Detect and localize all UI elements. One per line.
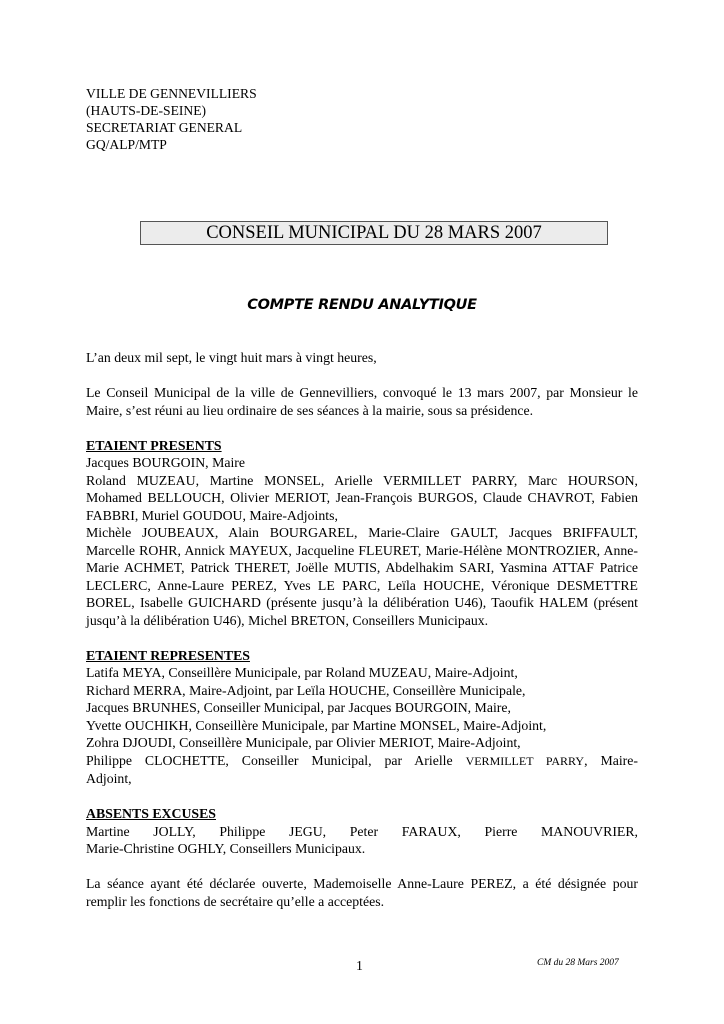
ouverture-paragraph: La séance ayant été déclarée ouverte, Mademoiselle Anne-Laure PEREZ, a été désignée pour remplir les fonctions de secrétaire qu’elle a acceptées. [86, 876, 638, 909]
convocation-paragraph: Le Conseil Municipal de la ville de Gennevilliers, convoqué le 13 mars 2007, par Monsieur le Maire, s’est réuni au lieu ordinaire de ses séances à la mairie, sous sa présidence. [86, 385, 638, 418]
presents-adjoints: Roland MUZEAU, Martine MONSEL, Arielle VERMILLET PARRY, Marc HOURSON, Mohamed BELLOUCH, Olivier MERIOT, Jean-François BURGOS, Claude CHAVROT, Fabien FABBRI, Muriel GOUDOU, Maire-Adjoints, [86, 472, 638, 523]
page-number: 1 [356, 958, 363, 973]
representes-entry: Richard MERRA, Maire-Adjoint, par Leïla HOUCHE, Conseillère Municipale, [86, 682, 526, 698]
document-subtitle: COMPTE RENDU ANALYTIQUE [247, 297, 477, 313]
letterhead [86, 85, 257, 153]
representes-last-suffix: , Maire- [584, 752, 638, 768]
representes-last-name: VERMILLET PARRY [465, 753, 585, 768]
representes-entry [86, 752, 638, 771]
representes-label: ETAIENT REPRESENTES [86, 647, 250, 663]
document-title: CONSEIL MUNICIPAL DU 28 MARS 2007 [140, 221, 608, 245]
absents-line: Martine JOLLY, Philippe JEGU, Peter FARAUX, Pierre MANOUVRIER, [86, 823, 638, 839]
letterhead-service: SECRETARIAT GENERAL [86, 120, 243, 135]
absents-line: Marie-Christine OGHLY, Conseillers Municipaux. [86, 841, 366, 856]
intro-paragraph: L’an deux mil sept, le vingt huit mars à vingt heures, [86, 350, 377, 365]
representes-entry-continued: Adjoint, [86, 771, 132, 786]
absents-label: ABSENTS EXCUSES [86, 806, 216, 821]
representes-entry: Latifa MEYA, Conseillère Municipale, par Roland MUZEAU, Maire-Adjoint, [86, 665, 518, 680]
representes-entry: Jacques BRUNHES, Conseiller Municipal, par Jacques BOURGOIN, Maire, [86, 700, 511, 715]
document-body [86, 349, 638, 928]
presents-conseillers: Michèle JOUBEAUX, Alain BOURGAREL, Marie-Claire GAULT, Jacques BRIFFAULT, Marcelle ROHR, Annick MAYEUX, Jacqueline FLEURET, Marie-Hélène MONTROZIER, Anne-Marie ACHMET, Patrick THERET, Joëlle MUTIS, Abdelhakim SARI, Yasmina ATTAF Patrice LECLERC, Anne-Laure PEREZ, Yves LE PARC, Leïla HOUCHE, Véronique DESMETTRE BOREL, Isabelle GUICHARD (présente jusqu’à la délibération U46), Taoufik HALEM (présent jusqu’à la délibération U46), Michel BRETON, Conseillers Municipaux. [86, 525, 638, 628]
absents-section [86, 805, 638, 858]
representes-section [86, 647, 638, 788]
presents-mayor: Jacques BOURGOIN, Maire [86, 455, 246, 470]
letterhead-reference: GQ/ALP/MTP [86, 137, 167, 152]
footer-note: CM du 28 Mars 2007 [537, 958, 619, 968]
presents-label: ETAIENT PRESENTS [86, 437, 222, 453]
presents-section [86, 437, 638, 630]
representes-last-prefix: Philippe CLOCHETTE, Conseiller Municipal, par Arielle [86, 752, 453, 768]
letterhead-department: (HAUTS-DE-SEINE) [86, 103, 207, 118]
representes-entry: Zohra DJOUDI, Conseillère Municipale, par Olivier MERIOT, Maire-Adjoint, [86, 735, 521, 750]
representes-entry: Yvette OUCHIKH, Conseillère Municipale, par Martine MONSEL, Maire-Adjoint, [86, 717, 547, 733]
letterhead-city: VILLE DE GENNEVILLIERS [86, 86, 257, 101]
